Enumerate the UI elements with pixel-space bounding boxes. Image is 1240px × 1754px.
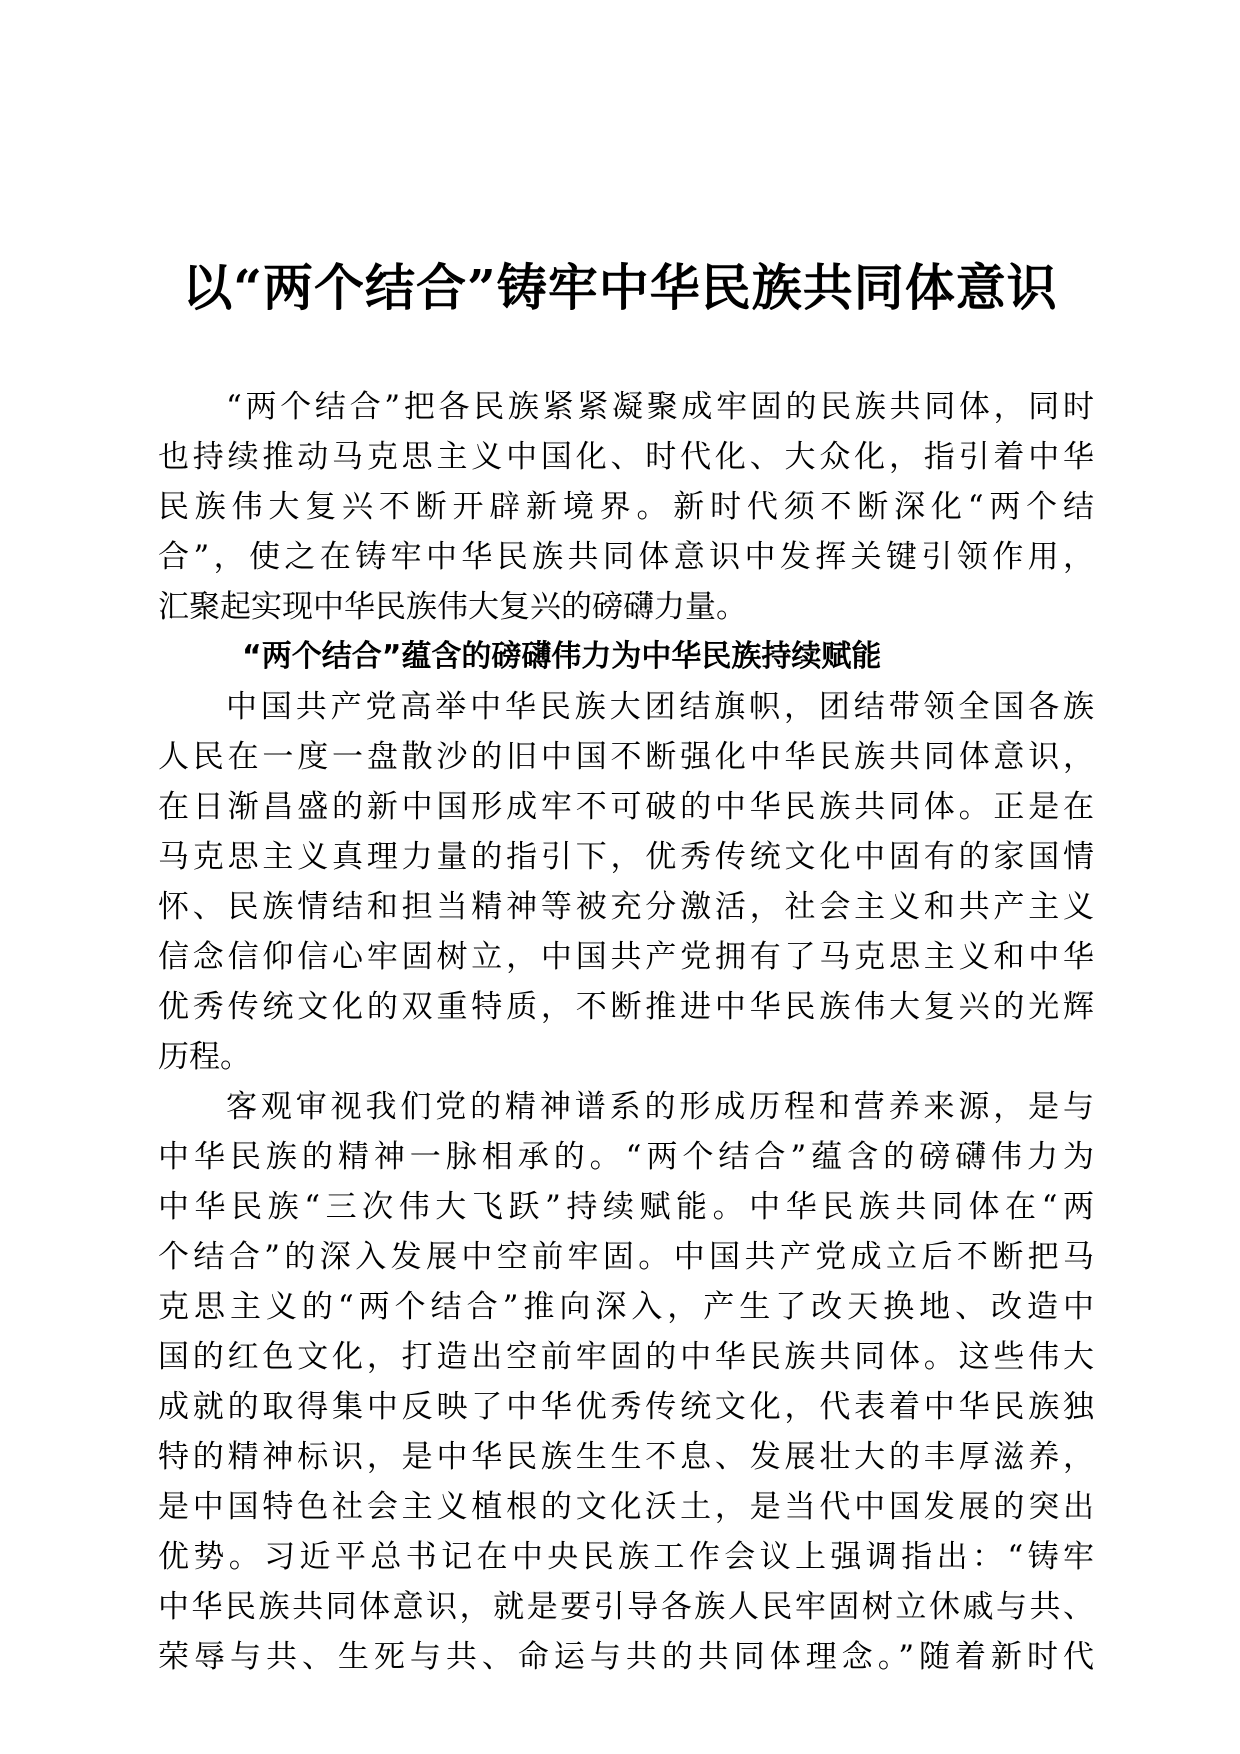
paragraph-3-line-3: 中华民族“三次伟大飞跃”持续赋能。中华民族共同体在“两	[158, 1189, 1094, 1225]
paragraph-2-line-4: 马克思主义真理力量的指引下，优秀传统文化中固有的家国情	[158, 839, 1094, 875]
paragraph-2-line-1: 中国共产党高举中华民族大团结旗帜，团结带领全国各族	[226, 689, 1094, 725]
paragraph-2-line-8: 历程。	[158, 1039, 251, 1075]
paragraph-2-line-7: 优秀传统文化的双重特质，不断推进中华民族伟大复兴的光辉	[158, 989, 1094, 1025]
paragraph-2-line-2: 人民在一度一盘散沙的旧中国不断强化中华民族共同体意识，	[158, 739, 1094, 775]
document-title: 以“两个结合”铸牢中华民族共同体意识	[182, 258, 1058, 317]
paragraph-3-line-12: 荣辱与共、生死与共、命运与共的共同体理念。”随着新时代	[158, 1639, 1094, 1675]
paragraph-1-line-5: 汇聚起实现中华民族伟大复兴的磅礴力量。	[158, 589, 747, 625]
paragraph-3-line-10: 优势。习近平总书记在中央民族工作会议上强调指出：“铸牢	[158, 1539, 1094, 1575]
paragraph-2-line-6: 信念信仰信心牢固树立，中国共产党拥有了马克思主义和中华	[158, 939, 1094, 975]
paragraph-3-line-5: 克思主义的“两个结合”推向深入，产生了改天换地、改造中	[158, 1289, 1094, 1325]
paragraph-3-line-8: 特的精神标识，是中华民族生生不息、发展壮大的丰厚滋养，	[158, 1439, 1094, 1475]
section-heading: “两个结合”蕴含的磅礴伟力为中华民族持续赋能	[242, 639, 882, 674]
paragraph-2-line-5: 怀、民族情结和担当精神等被充分激活，社会主义和共产主义	[158, 889, 1094, 925]
paragraph-3-line-7: 成就的取得集中反映了中华优秀传统文化，代表着中华民族独	[158, 1389, 1094, 1425]
paragraph-3-line-11: 中华民族共同体意识，就是要引导各族人民牢固树立休戚与共、	[158, 1589, 1094, 1625]
document-body	[158, 382, 1094, 1682]
paragraph-3-line-1: 客观审视我们党的精神谱系的形成历程和营养来源，是与	[226, 1089, 1094, 1125]
paragraph-3-line-6: 国的红色文化，打造出空前牢固的中华民族共同体。这些伟大	[158, 1339, 1094, 1375]
paragraph-1-line-4: 合”，使之在铸牢中华民族共同体意识中发挥关键引领作用，	[158, 539, 1094, 575]
paragraph-2-line-3: 在日渐昌盛的新中国形成牢不可破的中华民族共同体。正是在	[158, 789, 1094, 825]
paragraph-1-line-3: 民族伟大复兴不断开辟新境界。新时代须不断深化“两个结	[158, 489, 1094, 525]
paragraph-3-line-2: 中华民族的精神一脉相承的。“两个结合”蕴含的磅礴伟力为	[158, 1139, 1094, 1175]
paragraph-3-line-9: 是中国特色社会主义植根的文化沃土，是当代中国发展的突出	[158, 1489, 1094, 1525]
paragraph-1-line-1: “两个结合”把各民族紧紧凝聚成牢固的民族共同体，同时	[226, 389, 1094, 425]
paragraph-3-line-4: 个结合”的深入发展中空前牢固。中国共产党成立后不断把马	[158, 1239, 1094, 1275]
paragraph-1-line-2: 也持续推动马克思主义中国化、时代化、大众化，指引着中华	[158, 439, 1094, 475]
